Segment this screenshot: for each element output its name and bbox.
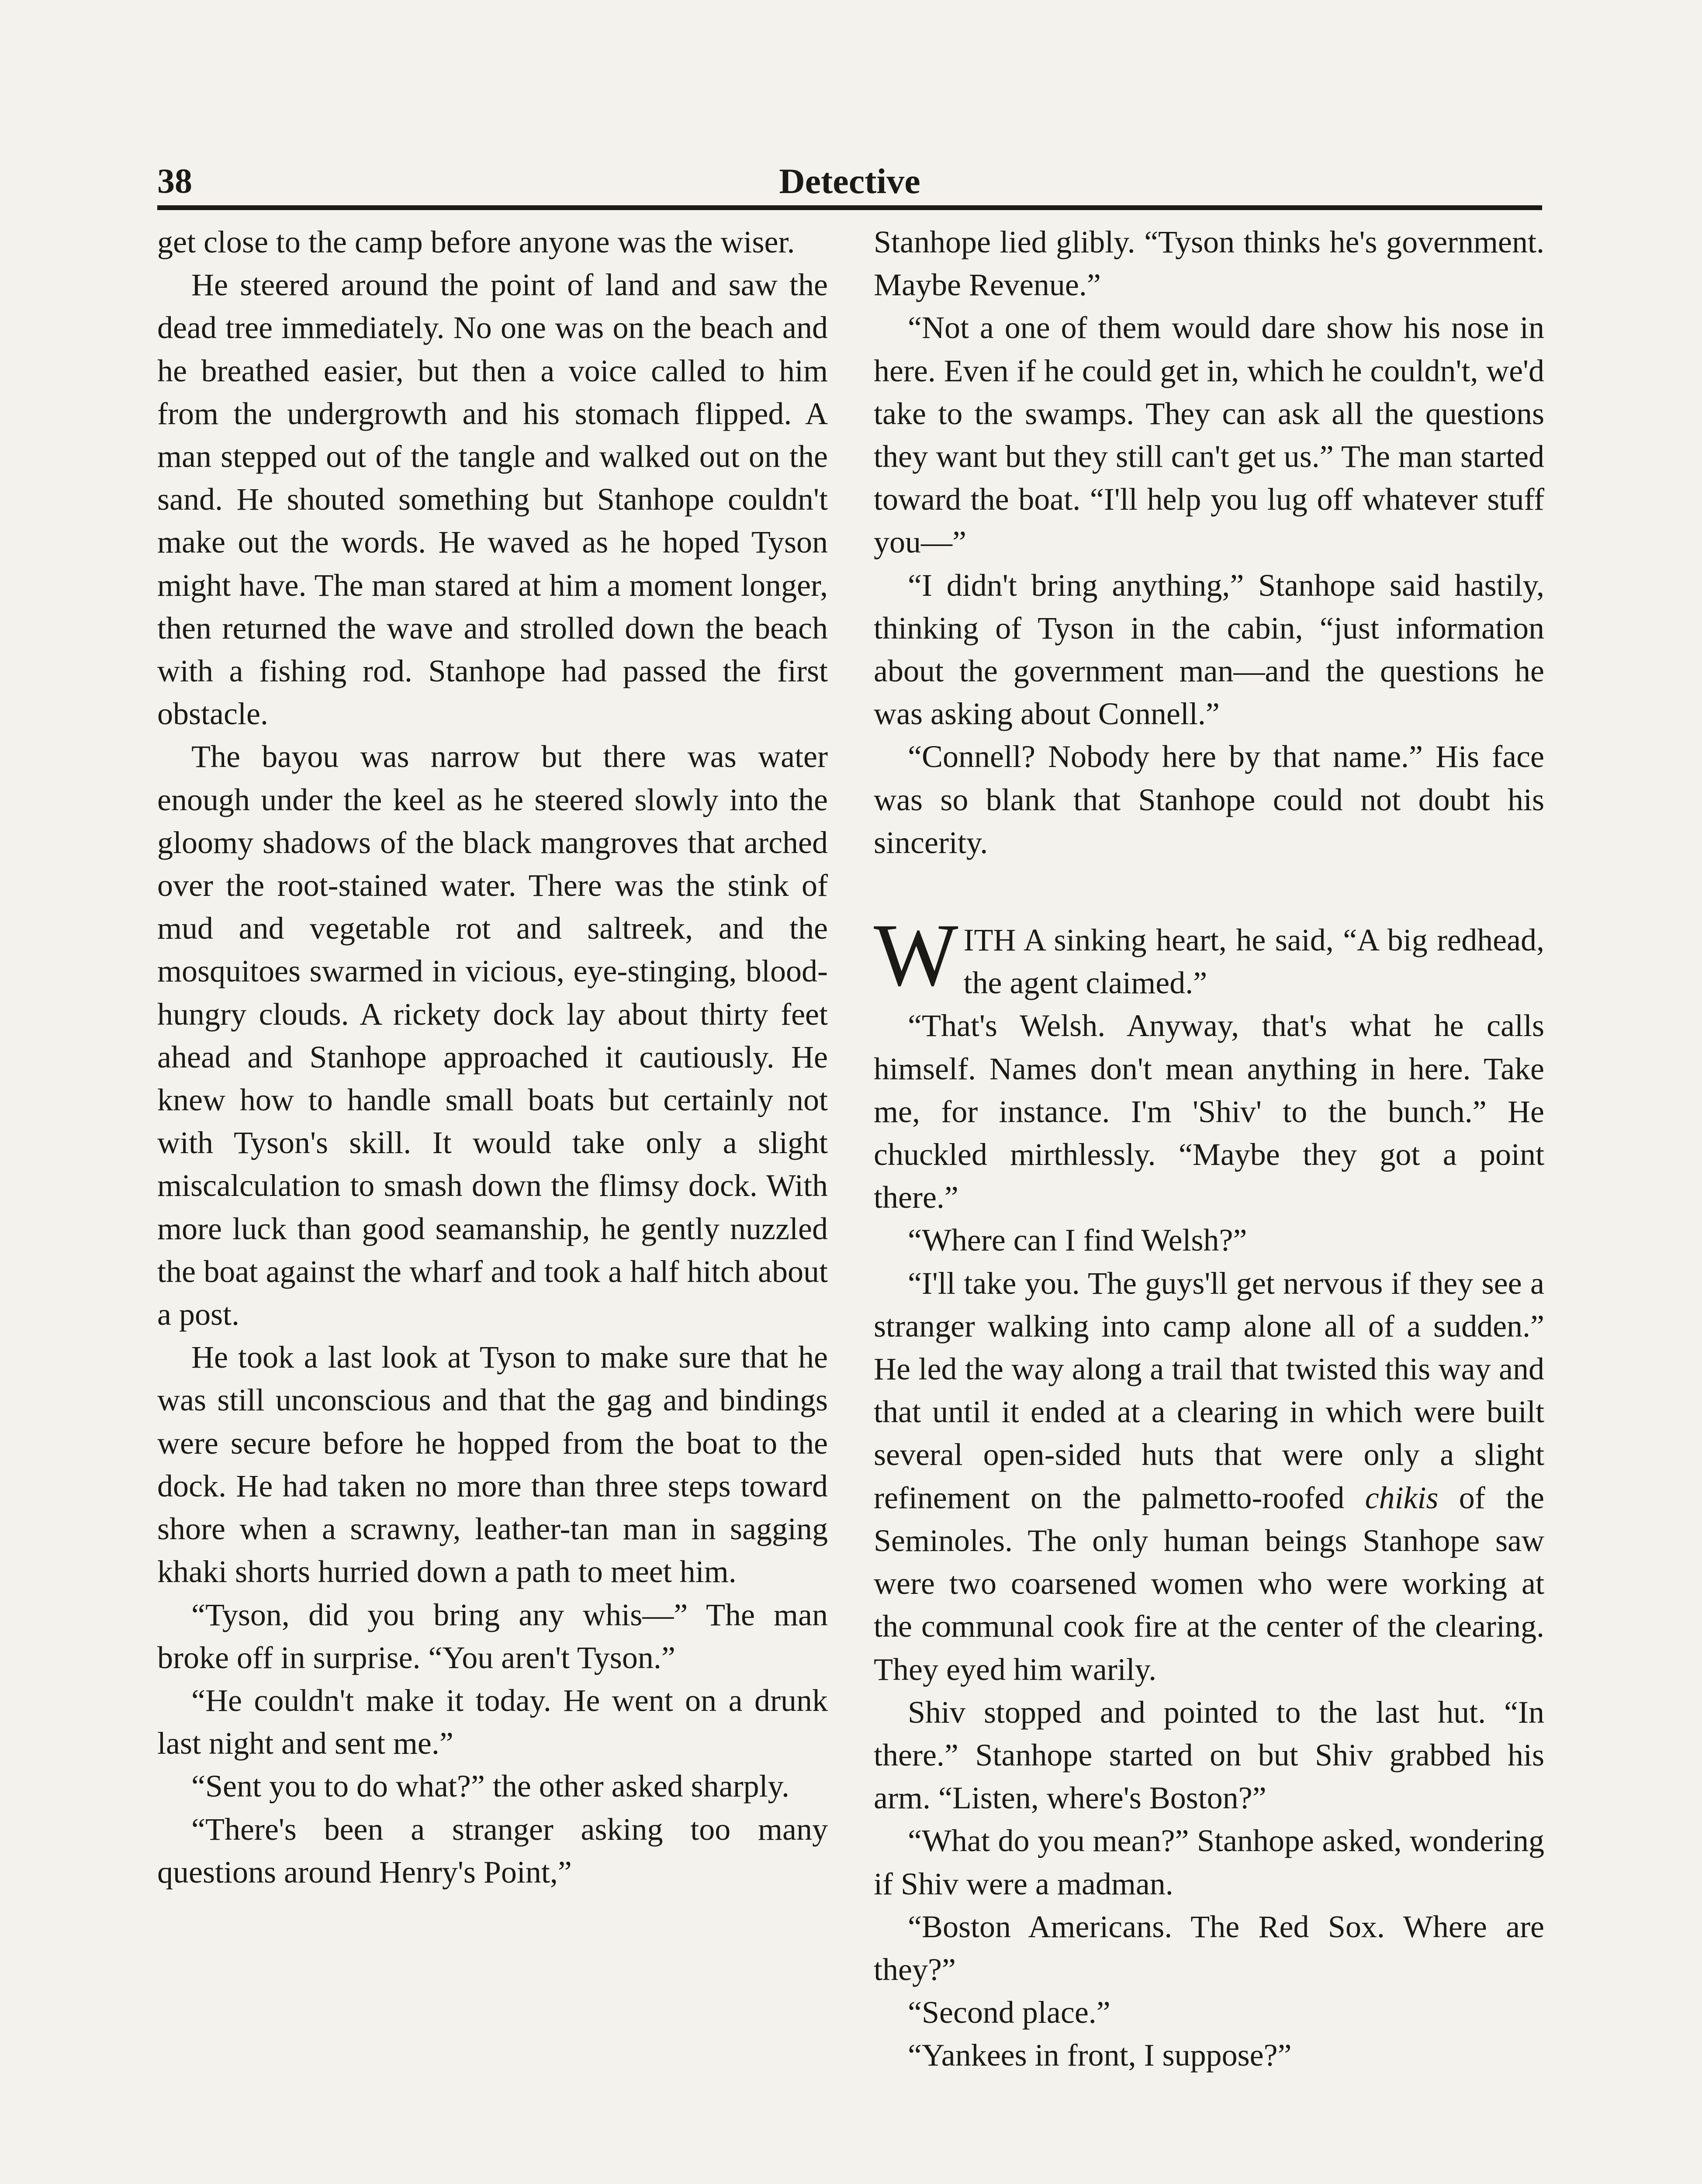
paragraph: “That's Welsh. Anyway, that's what he calls himself. Names don't mean anything in here. Take me, for instance. I'm 'Shiv' to the bunch.” He chuckled mirthlessly. “Maybe they got a point there.” bbox=[874, 1008, 1544, 1215]
paragraph: “Connell? Nobody here by that name.” His face was so blank that Stanhope could not doubt his sincerity. bbox=[874, 739, 1544, 860]
paragraph-text: “I'll take you. The guys'll get nervous if they see a stranger walking into camp alone all of a sudden.” He led the way along a trail that twisted this way and that until it ended at a clearing in which were built several open-sided huts that were only a slight refinement on the palmetto-roofed bbox=[874, 1265, 1544, 1515]
paragraph: “What do you mean?” Stanhope asked, wondering if Shiv were a madman. bbox=[874, 1823, 1544, 1901]
paragraph: “Where can I find Welsh?” bbox=[908, 1223, 1247, 1258]
paragraph: “There's been a stranger asking too many questions around Henry's Point,” bbox=[157, 1811, 828, 1890]
right-column bbox=[874, 221, 1544, 2077]
paragraph: “He couldn't make it today. He went on a drunk last night and sent me.” bbox=[157, 1683, 828, 1761]
paragraph: “Second place.” bbox=[908, 1995, 1110, 2030]
paragraph-text: ITH A sinking heart, he said, “A big redhead, the agent claimed.” bbox=[963, 923, 1544, 1001]
paragraph bbox=[874, 1262, 1544, 1691]
drop-cap: W bbox=[874, 905, 958, 1005]
left-column bbox=[157, 221, 828, 1894]
paragraph: “Sent you to do what?” the other asked sharply. bbox=[191, 1769, 789, 1804]
running-title: Detective bbox=[779, 161, 920, 201]
header-rule bbox=[157, 205, 1542, 210]
paragraph: “Yankees in front, I suppose?” bbox=[908, 2038, 1292, 2073]
page-number: 38 bbox=[157, 162, 192, 200]
section-opening-paragraph bbox=[874, 905, 1544, 1005]
page-header bbox=[157, 157, 1542, 205]
paragraph: “Boston Americans. The Red Sox. Where are they?” bbox=[874, 1909, 1544, 1987]
paragraph: He steered around the point of land and saw the dead tree immediately. No one was on the beach and he breathed easier, but then a voice called to him from the undergrowth and his stomach flipped. A man stepped out of the tangle and walked out on the sand. He shouted something but Stanhope couldn't make out the words. He waved as he hoped Tyson might have. The man stared at him a moment longer, then returned the wave and strolled down the beach with a fishing rod. Stanhope had passed the first obstacle. bbox=[157, 267, 828, 732]
paragraph: “Tyson, did you bring any whis—” The man broke off in surprise. “You aren't Tyson.” bbox=[157, 1597, 828, 1675]
paragraph-text: of the Seminoles. The only human beings Stanhope saw were two coarsened women who were working at the communal cook fire at the center of the clearing. They eyed him warily. bbox=[874, 1480, 1544, 1687]
paragraph: Stanhope lied glibly. “Tyson thinks he's government. Maybe Revenue.” bbox=[874, 225, 1544, 303]
paragraph: “Not a one of them would dare show his nose in here. Even if he could get in, which he couldn't, we'd take to the swamps. They can ask all the questions they want but they still can't get us.” The man started toward the boat. “I'll help you lug off whatever stuff you—” bbox=[874, 310, 1544, 560]
italic-term: chikis bbox=[1365, 1480, 1439, 1515]
paragraph: The bayou was narrow but there was water enough under the keel as he steered slowly into the gloomy shadows of the black mangroves that arched over the root-stained water. There was the stink of mud and vegetable rot and saltreek, and the mosquitoes swarmed in vicious, eye-stinging, blood-hungry clouds. A rickety dock lay about thirty feet ahead and Stanhope approached it cautiously. He knew how to handle small boats but certainly not with Tyson's skill. It would take only a slight miscalculation to smash down the flimsy dock. With more luck than good seamanship, he gently nuzzled the boat against the wharf and took a half hitch about a post. bbox=[157, 739, 828, 1332]
paragraph: “I didn't bring anything,” Stanhope said hastily, thinking of Tyson in the cabin, “just information about the government man—and the questions he was asking about Connell.” bbox=[874, 567, 1544, 732]
paragraph: He took a last look at Tyson to make sure that he was still unconscious and that the gag and bindings were secure before he hopped from the boat to the dock. He had taken no more than three steps toward shore when a scrawny, leather-tan man in sagging khaki shorts hurried down a path to meet him. bbox=[157, 1340, 828, 1590]
paragraph: get close to the camp before anyone was the wiser. bbox=[157, 225, 795, 259]
paragraph: Shiv stopped and pointed to the last hut. “In there.” Stanhope started on but Shiv grabbed his arm. “Listen, where's Boston?” bbox=[874, 1694, 1544, 1816]
